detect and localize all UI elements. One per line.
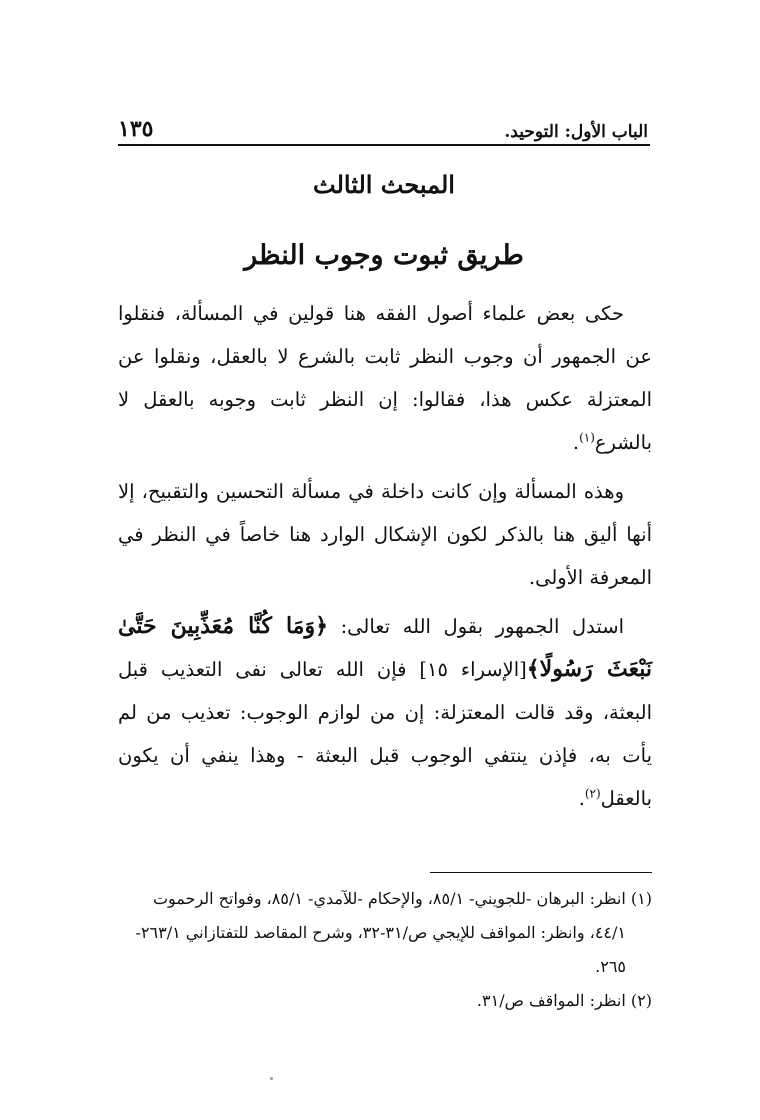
header-rule: [118, 144, 650, 146]
footnote-1: [118, 882, 652, 984]
footnote-1-line-3: ٢٦٥.: [595, 957, 626, 976]
paragraph-1: [118, 292, 652, 464]
section-title: المبحث الثالث: [313, 170, 455, 199]
footnote-ref-2: (٢): [584, 786, 601, 801]
quran-verse: ﴿وَمَا كُنَّا مُعَذِّبِينَ حَتَّىٰ نَبْعَثَ رَسُولًا﴾: [118, 613, 653, 682]
paragraph-2: وهذه المسألة وإن كانت داخلة في مسألة التحسين والتقبيح، إلا أنها أليق هنا بالذكر لكون الإشكال الوارد هنا خاصاً في النظر في المعرفة الأولى.: [118, 480, 652, 589]
paragraph-3-rest: [الإسراء ١٥] فإن الله تعالى نفى التعذيب قبل البعثة، وقد قالت المعتزلة: إن من لوازم الوجوب: تعذيب من لم يأت به، فإذن ينتفي الوجوب قبل البعثة - وهذا ينفي أن يكون بالعقل: [118, 658, 652, 810]
paragraph-3-start: استدل الجمهور بقول الله تعالى:: [327, 615, 624, 638]
page-number: ١٣٥: [118, 116, 154, 142]
chapter-title: الباب الأول: التوحيد.: [504, 122, 648, 142]
footnote-rule: [430, 872, 652, 873]
paragraph-3-end: .: [578, 787, 585, 810]
footnotes: [118, 882, 652, 1018]
body-text: [118, 292, 652, 820]
paragraph-3: [118, 605, 652, 820]
footnote-1-line-2: ٤٤/١، وانظر: المواقف للإيجي ص/٣١-٣٢، وشرح المقاصد للتفتازاني ٢٦٣/١-: [135, 923, 626, 942]
footnote-1-line-1: (١) انظر: البرهان -للجويني- ٨٥/١، والإحكام -للآمدي- ٨٥/١، وفواتح الرحموت: [152, 889, 652, 908]
section-heading: طريق ثبوت وجوب النظر: [244, 240, 524, 271]
running-header: [118, 112, 648, 142]
footnote-ref-1: (١): [579, 430, 595, 445]
footnote-2: (٢) انظر: المواقف ص/٣١.: [476, 991, 652, 1010]
paragraph-1-text: حكى بعض علماء أصول الفقه هنا قولين في المسألة، فنقلوا عن الجمهور أن وجوب النظر ثابت بالشرع لا بالعقل، ونقلوا عن المعتزلة عكس هذا، فقالوا: إن النظر ثابت وجوبه بالعقل لا بالشرع: [118, 302, 652, 454]
paragraph-1-end: .: [572, 431, 580, 454]
scan-speck: [270, 1077, 273, 1080]
